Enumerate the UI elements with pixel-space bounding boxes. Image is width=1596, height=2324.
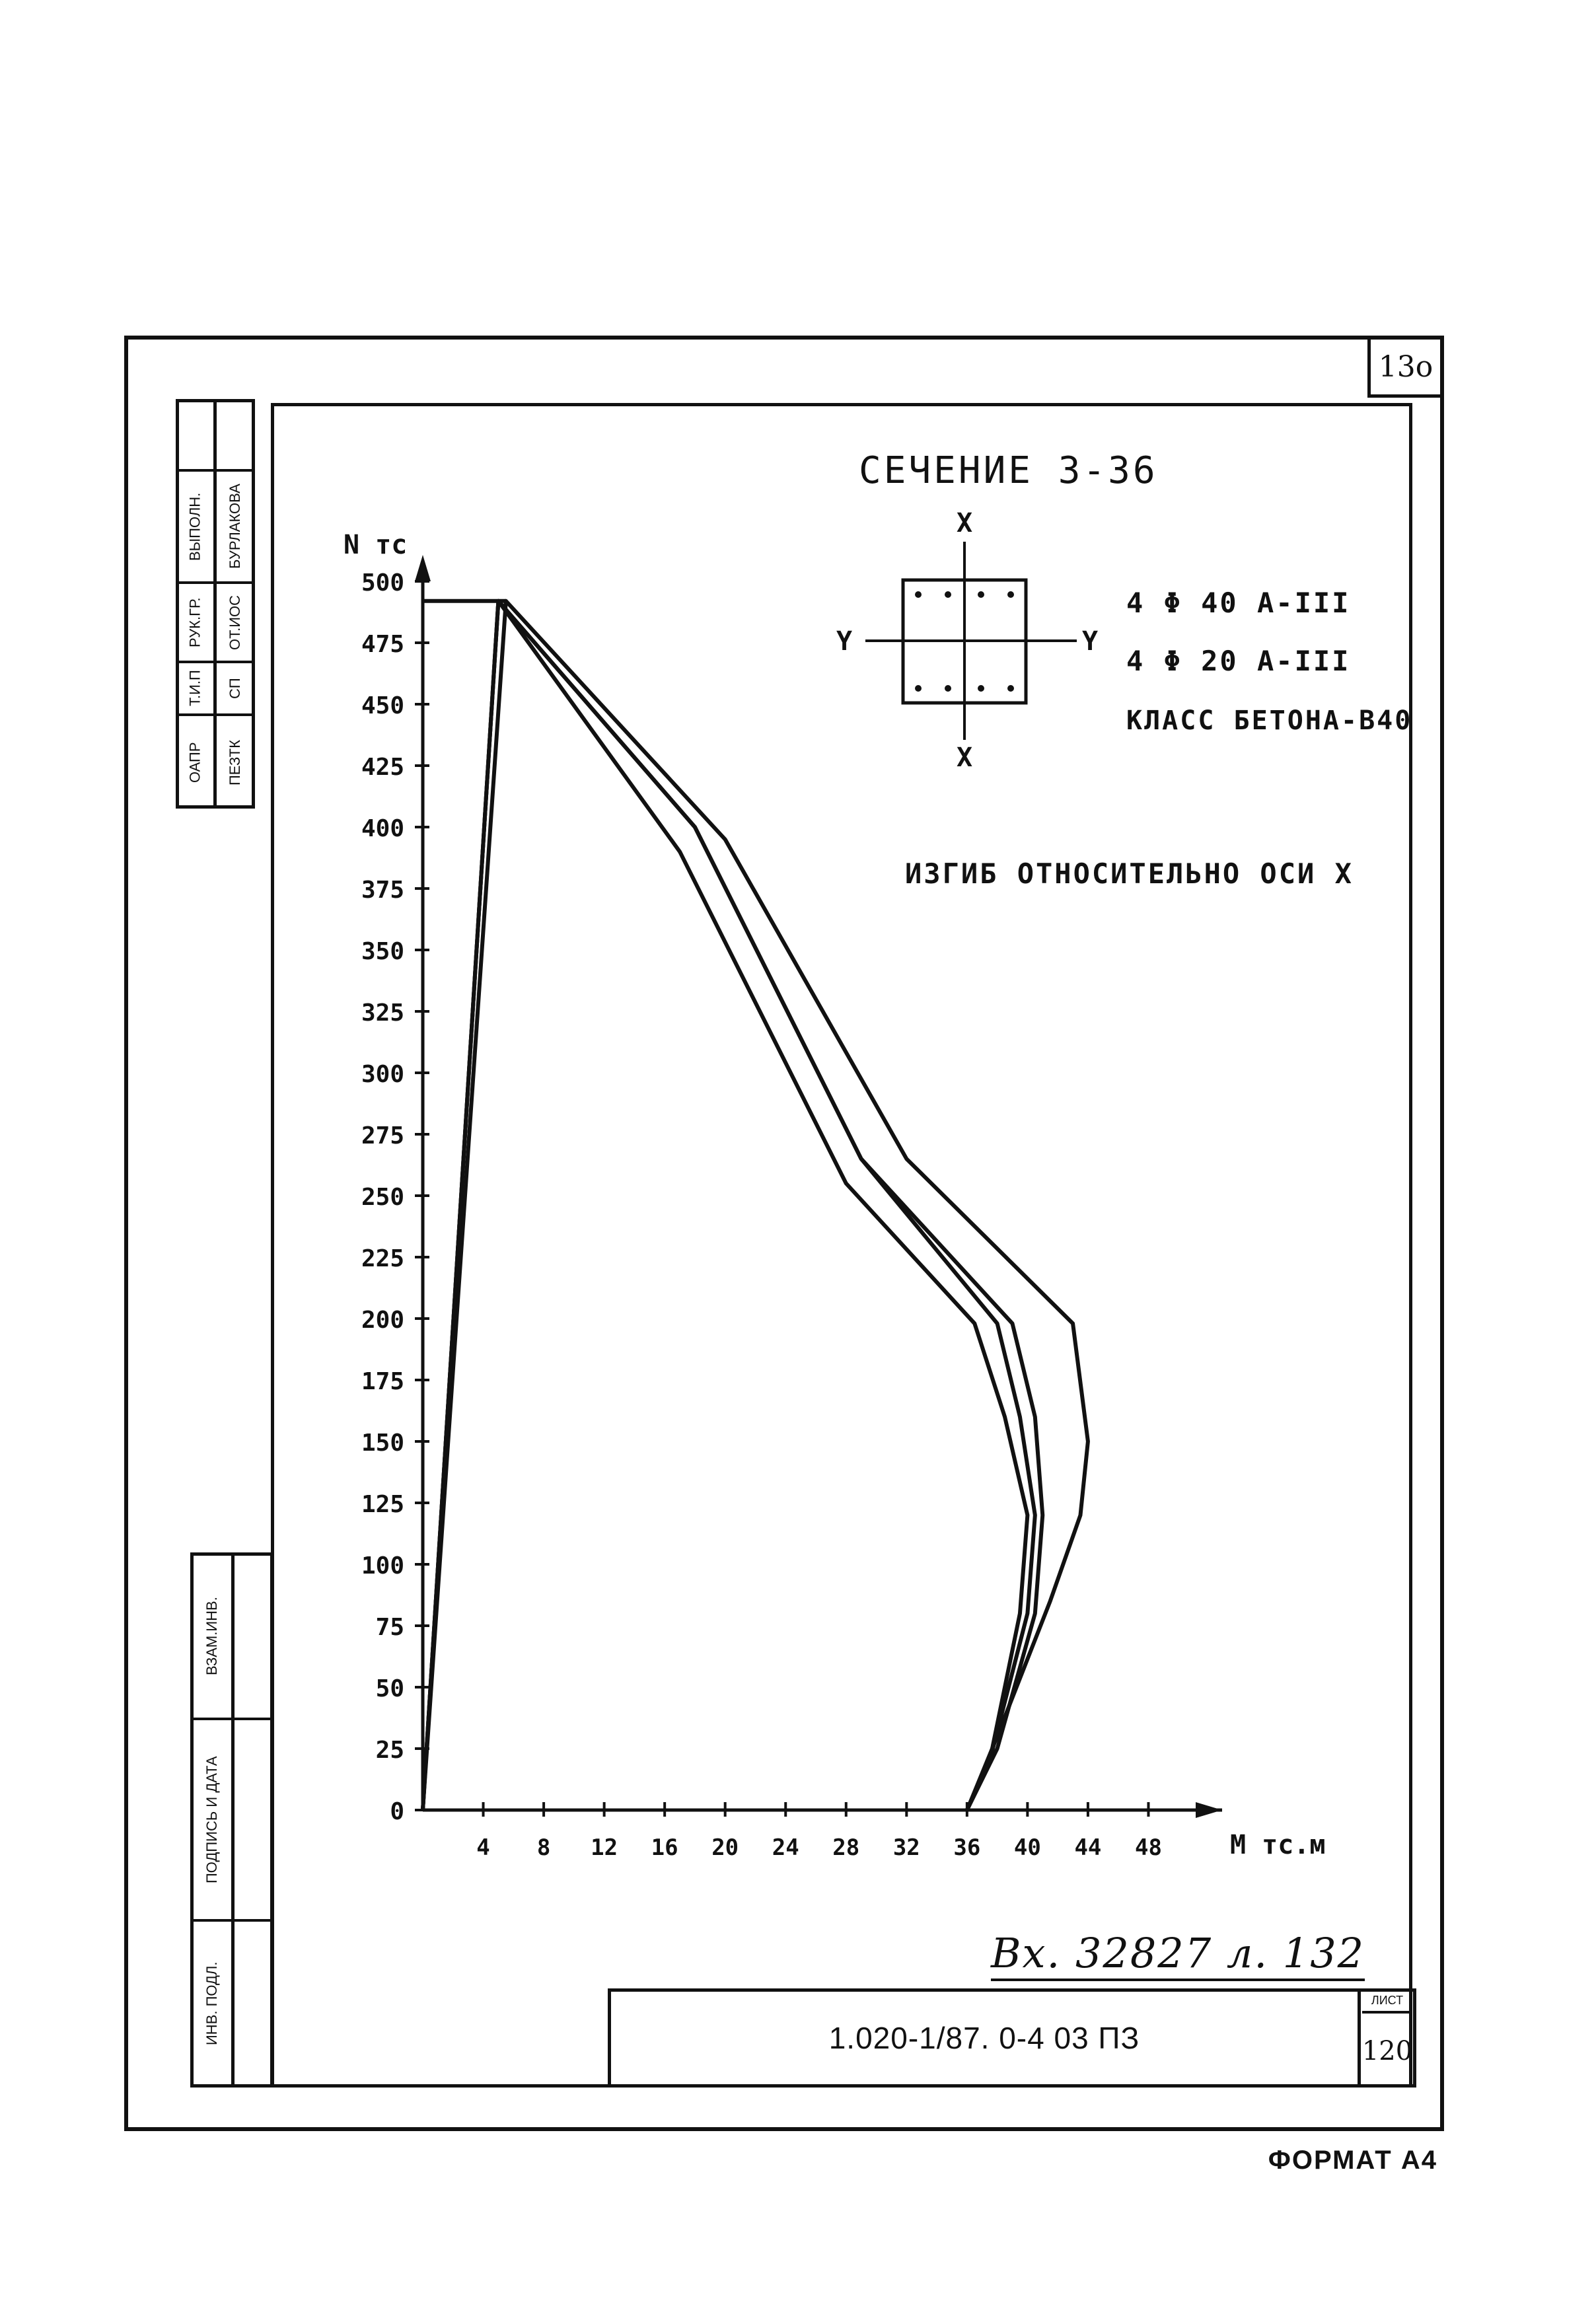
section-title: СЕЧЕНИЕ 3-36 xyxy=(859,449,1158,492)
x-axis-arrow xyxy=(1196,1802,1222,1818)
sidebar-name-1: ПЕЗТК xyxy=(227,739,243,785)
sidebar-label-exchange-inv: ВЗАМ.ИНВ. xyxy=(203,1597,220,1676)
y-tick-label: 475 xyxy=(361,631,404,658)
y-tick-label: 500 xyxy=(361,569,404,597)
y-tick-label: 300 xyxy=(361,1061,404,1088)
series-line-1 xyxy=(423,601,1088,1810)
y-tick-label: 50 xyxy=(375,1675,404,1702)
cross-section-label-x-bottom: X xyxy=(956,743,973,766)
x-tick-label: 36 xyxy=(953,1834,981,1861)
sidebar-role-2: Т.И.П xyxy=(186,670,203,707)
handwritten-registration-note: Вх. 32827 л. 132 xyxy=(991,1929,1365,1981)
cross-section-label-y-right: Y xyxy=(1081,626,1099,657)
x-tick-label: 28 xyxy=(832,1834,860,1861)
y-tick-label: 75 xyxy=(375,1614,404,1641)
y-tick-label: 375 xyxy=(361,877,404,904)
format-label: ФОРМАТ А4 xyxy=(1268,2146,1437,2175)
y-tick-label: 0 xyxy=(390,1798,404,1825)
sidebar-name-3: ОТ.ИОС xyxy=(227,595,243,650)
bending-note: ИЗГИБ ОТНОСИТЕЛЬНО ОСИ X xyxy=(905,857,1354,890)
sidebar-name-2: СП xyxy=(227,678,243,699)
y-tick-label: 175 xyxy=(361,1368,404,1395)
sidebar-role-1: ОАПР xyxy=(186,742,203,783)
y-tick-label: 275 xyxy=(361,1122,404,1149)
sidebar-role-3: РУК.ГР. xyxy=(186,597,203,647)
y-tick-label: 100 xyxy=(361,1552,404,1580)
series-line-2 xyxy=(423,601,1042,1810)
x-tick-label: 24 xyxy=(772,1834,799,1861)
x-tick-label: 32 xyxy=(892,1834,920,1861)
x-tick-label: 12 xyxy=(591,1834,618,1861)
y-tick-label: 250 xyxy=(361,1184,404,1211)
y-tick-label: 225 xyxy=(361,1245,404,1272)
sheet-top-number: 13o xyxy=(1367,336,1444,398)
cross-section-label-x-top: X xyxy=(956,508,973,538)
x-tick-label: 16 xyxy=(651,1834,678,1861)
y-tick-label: 400 xyxy=(361,815,404,842)
stamp-sheet-label: ЛИСТ xyxy=(1362,1994,1412,2014)
document-code: 1.020-1/87. 0-4 03 ПЗ xyxy=(828,2021,1140,2055)
cross-section-label-y-left: Y xyxy=(836,626,853,657)
x-tick-label: 4 xyxy=(476,1834,490,1861)
x-tick-label: 20 xyxy=(711,1834,739,1861)
x-tick-label: 44 xyxy=(1074,1834,1102,1861)
sidebar-role-4: ВЫПОЛН. xyxy=(186,492,203,561)
y-tick-label: 425 xyxy=(361,754,404,781)
x-tick-label: 8 xyxy=(536,1834,551,1861)
series-line-3 xyxy=(423,601,1035,1810)
concrete-class: КЛАСС БЕТОНА-В40 xyxy=(1126,706,1413,736)
y-tick-label: 325 xyxy=(361,999,404,1027)
y-axis-label: N тс xyxy=(344,530,408,560)
y-tick-label: 450 xyxy=(361,692,404,719)
stamp-sheet-number: 120 xyxy=(1361,2036,1413,2066)
sidebar-label-signature-date: ПОДПИСЬ И ДАТА xyxy=(203,1756,220,1883)
y-tick-label: 125 xyxy=(361,1491,404,1518)
reinforcement-line-2: 4 Φ 20 А-III xyxy=(1126,645,1351,677)
sidebar-name-4: БУРЛАКОВА xyxy=(227,484,243,569)
y-tick-label: 25 xyxy=(375,1737,404,1764)
series-line-4 xyxy=(423,601,1027,1810)
y-axis-arrow xyxy=(415,555,431,581)
sidebar-label-original-inv: ИНВ. ПОДЛ. xyxy=(203,1961,220,2045)
x-tick-label: 40 xyxy=(1013,1834,1041,1861)
x-tick-label: 48 xyxy=(1134,1834,1162,1861)
y-tick-label: 200 xyxy=(361,1307,404,1334)
y-tick-label: 150 xyxy=(361,1430,404,1457)
reinforcement-line-1: 4 Φ 40 А-III xyxy=(1126,587,1351,619)
y-tick-label: 350 xyxy=(361,938,404,965)
x-axis-label: M тс.м xyxy=(1230,1830,1326,1860)
